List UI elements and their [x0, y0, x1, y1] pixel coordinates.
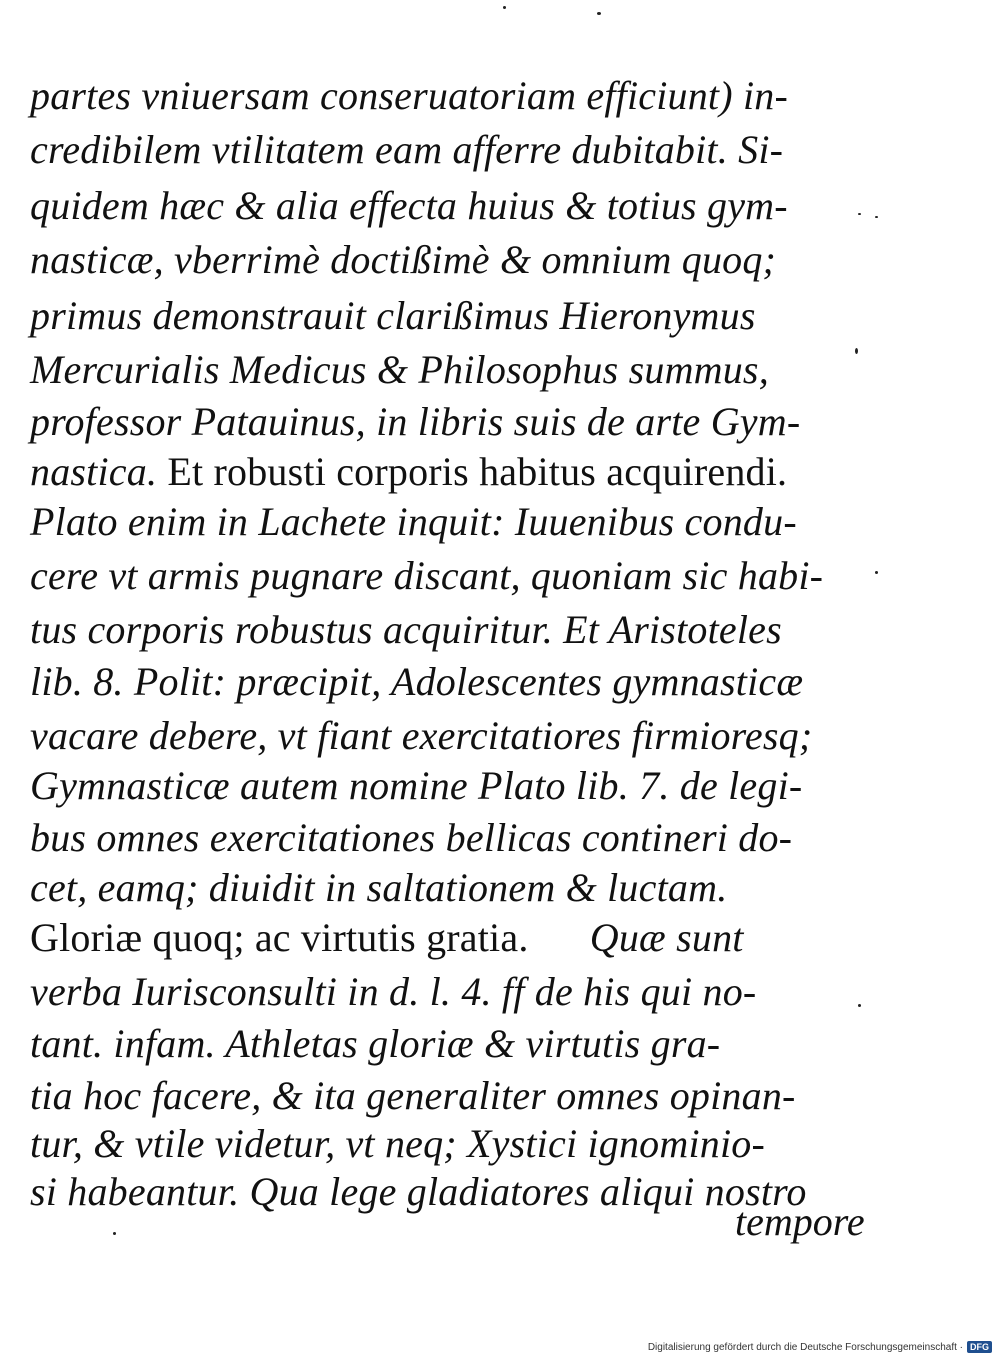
catchword: tempore — [735, 1199, 865, 1244]
text-line-8 — [30, 446, 830, 498]
text-line-17 — [30, 912, 830, 964]
digitization-footer — [648, 1339, 992, 1355]
text-line-9: Plato enim in Lachete inquit: Iuuenibus condu- — [30, 499, 797, 544]
text-line-18: verba Iurisconsulti in d. l. 4. ff de his qui no- — [30, 969, 757, 1014]
text-line-15: bus omnes exercitationes bellicas contineri do- — [30, 815, 793, 860]
text-line-5: primus demonstrauit clarißimus Hieronymus — [30, 293, 756, 338]
scan-speck — [597, 12, 601, 15]
text-line-21: tur, & vtile videtur, vt neq; Xystici ignominio- — [30, 1121, 766, 1166]
text-line-7: professor Patauinus, in libris suis de arte Gym- — [30, 399, 801, 444]
dfg-logo: DFG — [967, 1341, 992, 1353]
funding-note: Digitalisierung gefördert durch die Deutsche Forschungsgemeinschaft · — [647, 1341, 963, 1353]
text-line-17-italic: Quæ sunt — [528, 915, 744, 960]
scan-speck — [875, 571, 878, 574]
text-line-8-roman: Et robusti corporis habitus acquirendi. — [157, 449, 788, 494]
text-line-3: quidem hæc & alia effecta huius & totius gym- — [30, 183, 788, 228]
text-line-6: Mercurialis Medicus & Philosophus summus, — [30, 347, 769, 392]
text-line-1: partes vniuersam conseruatoriam efficiunt) in- — [30, 73, 788, 118]
text-line-11: tus corporis robustus acquiritur. Et Aristoteles — [30, 607, 782, 652]
text-line-10: cere vt armis pugnare discant, quoniam sic habi- — [30, 553, 824, 598]
text-line-19: tant. infam. Athletas gloriæ & virtutis gra- — [30, 1021, 721, 1066]
text-line-2: credibilem vtilitatem eam afferre dubitabit. Si- — [30, 127, 784, 172]
scan-speck — [858, 1004, 861, 1007]
scan-speck — [113, 1232, 116, 1235]
text-line-4: nasticæ, vberrimè doctißimè & omnium quoq; — [30, 237, 777, 282]
text-line-13: vacare debere, vt fiant exercitatiores firmioresq; — [30, 713, 813, 758]
text-line-16: cet, eamq; diuidit in saltationem & luctam. — [30, 865, 728, 910]
text-line-12: lib. 8. Polit: præcipit, Adolescentes gymnasticæ — [30, 659, 804, 704]
scan-speck — [855, 348, 858, 354]
text-line-20: tia hoc facere, & ita generaliter omnes opinan- — [30, 1073, 796, 1118]
text-line-17-roman: Gloriæ quoq; ac virtutis gratia. — [30, 915, 529, 960]
scan-speck — [875, 216, 878, 218]
text-line-22: si habeantur. Qua lege gladiatores aliqui nostro — [30, 1169, 807, 1214]
scan-speck — [503, 6, 506, 9]
text-line-14: Gymnasticæ autem nomine Plato lib. 7. de legi- — [30, 763, 803, 808]
scan-speck — [858, 213, 861, 215]
text-line-8-italic: nastica. — [30, 449, 158, 494]
